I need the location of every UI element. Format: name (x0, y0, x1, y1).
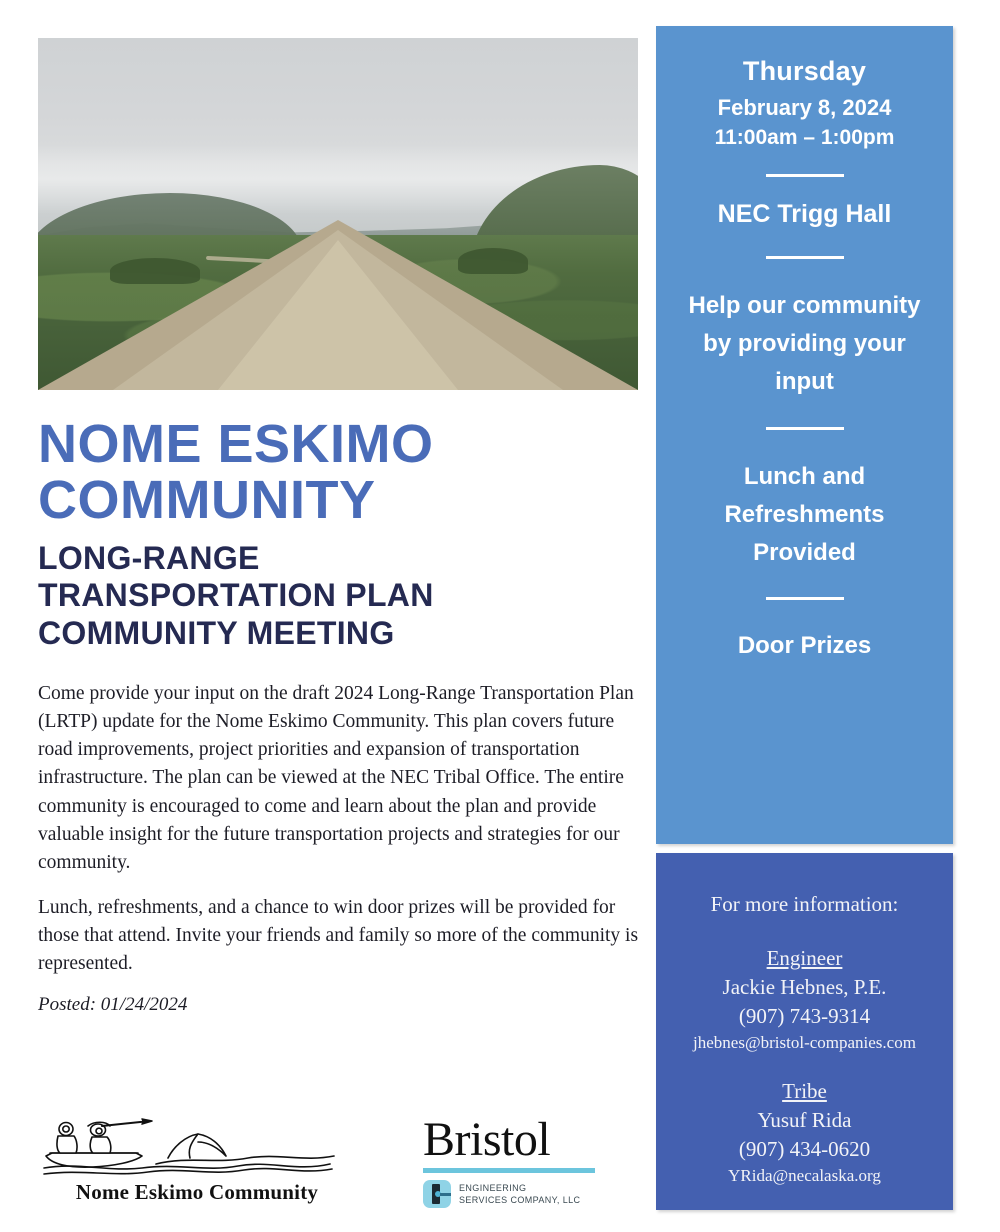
event-day: Thursday (742, 56, 867, 86)
photo-road-crown (218, 240, 458, 390)
event-lunch-note: Lunch and Refreshments Provided (724, 462, 885, 566)
bristol-accent-rule (423, 1168, 595, 1173)
event-venue: NEC Trigg Hall (717, 199, 892, 228)
event-call-to-action: Help our community by providing your input (688, 292, 921, 395)
flyer-left-column (38, 38, 650, 1016)
body-copy (38, 680, 650, 979)
contact-tribe-phone[interactable]: (907) 434-0620 (738, 1137, 871, 1162)
contact-engineer-block (670, 946, 939, 1053)
bristol-tagline-row (423, 1180, 623, 1208)
tundra-road-photo (38, 38, 638, 390)
event-time: 11:00am – 1:00pm (714, 126, 895, 150)
bristol-mark-arm (440, 1193, 451, 1196)
contact-tribe-role: Tribe (782, 1079, 827, 1104)
logo-row (38, 1112, 650, 1212)
body-paragraph-1: Come provide your input on the draft 2024 Long-Range Transportation Plan (LRTP) update for the Nome Eskimo Community. This plan covers future road improvements, project priorities and expansion of transportation infrastructure. The plan can be viewed at the NEC Tribal Office. The entire community is encouraged to come and learn about the plan and provide valuable insight for the future transportation projects and strategies for our community. (38, 682, 634, 874)
nome-eskimo-community-logo (38, 1112, 338, 1212)
event-door-prizes: Door Prizes (737, 632, 872, 660)
bristol-wordmark: Bristol (423, 1113, 551, 1166)
contact-tribe-email[interactable]: YRida@necalaska.org (728, 1166, 881, 1186)
umiak-boat-waves-icon (38, 1112, 338, 1182)
divider-rule (766, 597, 844, 600)
body-paragraph-2: Lunch, refreshments, and a chance to win door prizes will be provided for those that attend. Invite your friends and family so more of the community is represented. (38, 896, 639, 975)
divider-rule (766, 174, 844, 177)
divider-rule (766, 256, 844, 259)
contact-tribe-name: Yusuf Rida (757, 1108, 852, 1133)
contact-engineer-email[interactable]: jhebnes@bristol-companies.com (693, 1033, 916, 1053)
contact-engineer-name: Jackie Hebnes, P.E. (722, 975, 887, 1000)
contact-engineer-role: Engineer (766, 946, 843, 971)
bristol-tagline-line-1: ENGINEERING (459, 1182, 527, 1193)
contact-panel (656, 853, 953, 1210)
posted-date: Posted: 01/24/2024 (38, 994, 188, 1016)
subtitle-line-1: LONG-RANGE (38, 540, 260, 577)
subtitle-line-2: TRANSPORTATION PLAN (38, 577, 434, 614)
bristol-mark-icon (423, 1180, 451, 1208)
bristol-tagline-line-2: SERVICES COMPANY, LLC (459, 1195, 581, 1205)
contact-tribe-block (670, 1079, 939, 1186)
page-subtitle (38, 540, 650, 651)
bristol-tagline (459, 1182, 580, 1206)
nec-logo-text: Nome Eskimo Community (75, 1180, 319, 1204)
contact-engineer-phone[interactable]: (907) 743-9314 (738, 1004, 871, 1029)
divider-rule (766, 427, 844, 430)
page-title: NOME ESKIMO COMMUNITY (38, 414, 434, 531)
contact-heading: For more information: (710, 892, 899, 916)
event-details-panel (656, 26, 953, 844)
subtitle-line-3: COMMUNITY MEETING (38, 614, 395, 651)
bristol-logo (423, 1113, 623, 1212)
event-date: February 8, 2024 (717, 94, 892, 120)
